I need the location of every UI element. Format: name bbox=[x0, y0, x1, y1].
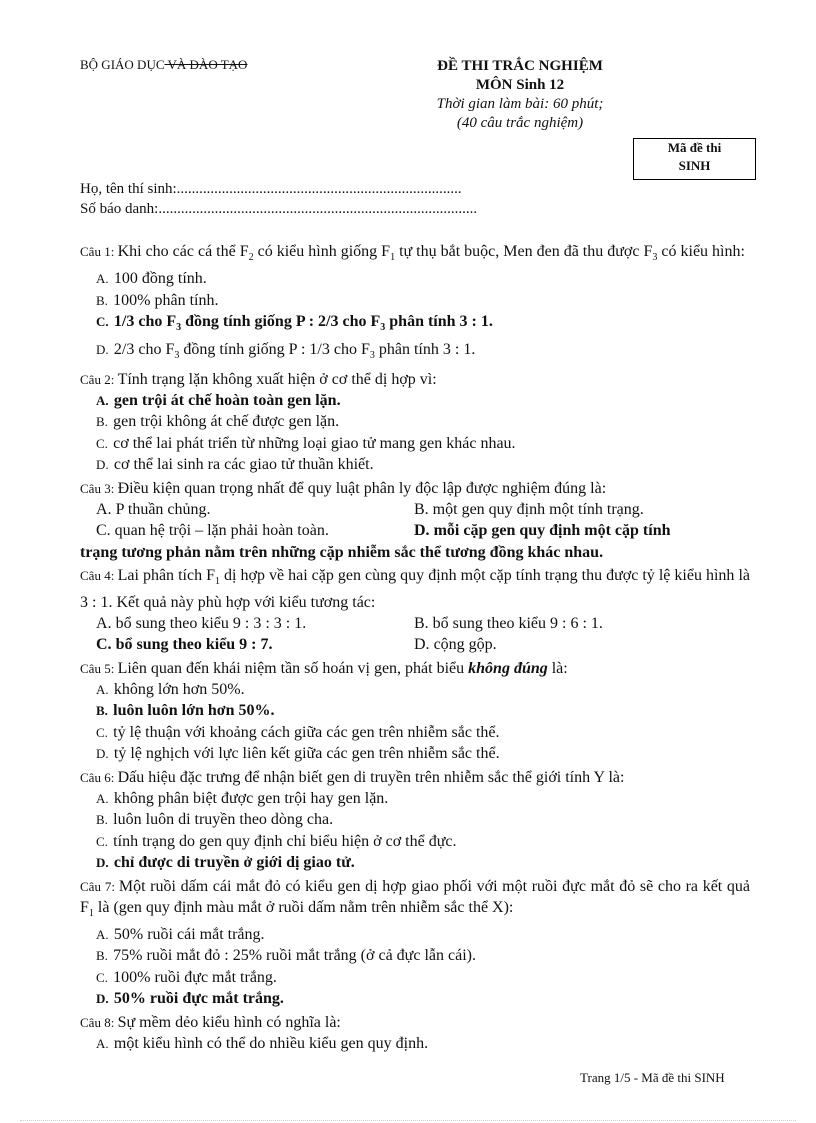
option-text: cơ thể lai phát triển từ những loại giao tử mang gen khác nhau. bbox=[113, 434, 516, 452]
question-4 bbox=[80, 565, 750, 656]
question-text: Một ruồi dấm cái mắt đỏ có kiểu gen dị hợp giao phối với một ruồi đực mắt đỏ sẽ cho ra kết quả $F_1$ là (gen quy định màu mắt ở ruồi dấm nằm trên nhiễm sắc thể X): bbox=[80, 877, 750, 919]
option-text: 2/3 cho $F_3$ đồng tính giống P : 1/3 cho $F_3$ phân tính 3 : 1. bbox=[113, 340, 476, 362]
option-label: B. bbox=[414, 500, 433, 518]
option-label: A. bbox=[96, 790, 112, 806]
page-footer: Trang 1/5 - Mã đề thi SINH bbox=[580, 1070, 725, 1085]
question-text: Sự mềm dẻo kiểu hình có nghĩa là: bbox=[117, 1013, 341, 1031]
option-label: A. bbox=[96, 681, 112, 697]
option-label: B. bbox=[96, 812, 112, 828]
option-text: bổ sung theo kiểu 9 : 6 : 1. bbox=[432, 614, 603, 632]
option-text: 100% phân tính. bbox=[113, 291, 219, 309]
answer-option-b[interactable] bbox=[80, 290, 750, 312]
option-label: A. bbox=[96, 614, 116, 632]
answer-option-b[interactable] bbox=[80, 411, 750, 433]
answer-option-a[interactable] bbox=[96, 613, 414, 635]
option-text: mỗi cặp gen quy định một cặp tính bbox=[433, 522, 671, 540]
answer-option-c[interactable] bbox=[96, 520, 414, 542]
answer-row bbox=[80, 520, 750, 542]
option-text: bổ sung theo kiểu 9 : 3 : 3 : 1. bbox=[115, 614, 307, 632]
question-number: Câu 7: bbox=[80, 878, 119, 894]
option-text: chỉ được di truyền ở giới dị giao tử. bbox=[113, 854, 355, 872]
question-8 bbox=[80, 1012, 750, 1055]
question-number: Câu 5: bbox=[80, 660, 118, 676]
option-label: C. bbox=[96, 636, 116, 654]
question-stem bbox=[80, 565, 750, 613]
option-label: B. bbox=[96, 703, 112, 719]
question-stem bbox=[80, 1012, 750, 1033]
question-stem bbox=[80, 767, 750, 788]
answer-option-a[interactable] bbox=[80, 924, 750, 946]
option-text: 100% ruồi đực mắt trắng. bbox=[113, 968, 277, 986]
question-number: Câu 2: bbox=[80, 371, 118, 387]
question-number: Câu 1: bbox=[80, 244, 118, 259]
exam-code-box bbox=[633, 138, 756, 180]
student-name-line: Họ, tên thí sinh:............................................................................ bbox=[80, 181, 462, 197]
ministry-name-prefix: BỘ GIÁO DỤC bbox=[80, 57, 165, 72]
question-stem bbox=[80, 369, 750, 390]
option-text: bổ sung theo kiểu 9 : 7. bbox=[115, 636, 273, 654]
question-text-emphasis: không đúng bbox=[468, 659, 548, 677]
question-text: Tính trạng lặn không xuất hiện ở cơ thể dị hợp vì: bbox=[117, 370, 437, 388]
answer-option-d[interactable] bbox=[80, 743, 750, 765]
question-2 bbox=[80, 369, 750, 476]
option-label: A. bbox=[96, 271, 112, 287]
ministry-name bbox=[80, 57, 247, 73]
question-text: là: bbox=[547, 659, 568, 677]
option-text: không lớn hơn 50%. bbox=[113, 680, 245, 698]
answer-option-d[interactable] bbox=[80, 852, 750, 874]
option-text: 75% ruồi mắt đỏ : 25% ruồi mắt trắng (ở cả đực lẫn cái). bbox=[113, 947, 476, 965]
question-text: Điều kiện quan trọng nhất để quy luật phân ly độc lập được nghiệm đúng là: bbox=[117, 479, 607, 497]
option-text: cơ thể lai sinh ra các giao tử thuần khiết. bbox=[113, 456, 374, 474]
option-text: một kiểu hình có thể do nhiều kiểu gen quy định. bbox=[113, 1034, 429, 1052]
question-6 bbox=[80, 767, 750, 874]
option-label: A. bbox=[96, 1035, 112, 1051]
ministry-name-struck: VÀ ĐÀO TẠO bbox=[164, 57, 248, 72]
answer-option-d[interactable] bbox=[80, 454, 750, 476]
option-text: luôn luôn di truyền theo dòng cha. bbox=[113, 811, 334, 829]
answer-option-a[interactable] bbox=[96, 499, 414, 521]
option-label: B. bbox=[414, 614, 433, 632]
answer-option-c[interactable] bbox=[80, 831, 750, 853]
student-id-line: Số báo danh:..................................................................................... bbox=[80, 201, 478, 217]
option-label: C. bbox=[96, 969, 112, 985]
exam-code-label: Mã đề thi bbox=[667, 140, 722, 155]
option-label: A. bbox=[96, 926, 112, 942]
answer-row bbox=[80, 634, 750, 656]
option-label: C. bbox=[96, 833, 112, 849]
option-label: D. bbox=[414, 522, 434, 540]
answer-option-c[interactable] bbox=[80, 311, 750, 339]
option-label: A. bbox=[96, 392, 112, 408]
option-label: B. bbox=[96, 414, 112, 430]
option-label: C. bbox=[96, 435, 112, 451]
answer-option-b[interactable] bbox=[414, 499, 750, 521]
answer-option-d-continued[interactable]: trạng tương phản nằm trên những cặp nhiễm sắc thể tương đồng khác nhau. bbox=[80, 543, 604, 561]
answer-option-c[interactable] bbox=[80, 967, 750, 989]
option-label: D. bbox=[96, 341, 112, 357]
question-7 bbox=[80, 876, 750, 1010]
option-text: 1/3 cho $F_3$ đồng tính giống P : 2/3 cho $F_3$ phân tính 3 : 1. bbox=[113, 313, 493, 334]
answer-option-c[interactable] bbox=[80, 722, 750, 744]
question-stem bbox=[80, 241, 750, 268]
answer-option-b[interactable] bbox=[80, 945, 750, 967]
option-label: B. bbox=[96, 948, 112, 964]
answer-option-d[interactable] bbox=[80, 339, 750, 367]
option-text: tính trạng do gen quy định chỉ biểu hiện ở cơ thể đực. bbox=[113, 832, 457, 850]
option-label: D. bbox=[414, 636, 434, 654]
question-number: Câu 4: bbox=[80, 567, 118, 583]
answer-option-b[interactable] bbox=[80, 700, 750, 722]
answer-option-c[interactable] bbox=[96, 634, 414, 656]
exam-question-count: (40 câu trắc nghiệm) bbox=[456, 115, 584, 131]
option-text: không phân biệt được gen trội hay gen lặn. bbox=[113, 789, 389, 807]
answer-option-d[interactable] bbox=[414, 520, 750, 542]
option-label: B. bbox=[96, 292, 112, 308]
answer-option-b[interactable] bbox=[414, 613, 750, 635]
question-text: Khi cho các cá thể $F_2$ có kiểu hình giống $F_1$ tự thụ bắt buộc, Men đen đã thu được $F_3$ có kiểu hình: bbox=[117, 243, 745, 264]
question-5 bbox=[80, 658, 750, 765]
exam-code-value: SINH bbox=[678, 158, 711, 173]
option-text: một gen quy định một tính trạng. bbox=[432, 500, 644, 518]
option-text: luôn luôn lớn hơn 50%. bbox=[113, 702, 275, 720]
option-text: gen trội không át chế được gen lặn. bbox=[113, 413, 340, 431]
question-stem bbox=[80, 478, 750, 499]
answer-option-b[interactable] bbox=[80, 809, 750, 831]
answer-option-d[interactable] bbox=[80, 988, 750, 1010]
question-number: Câu 6: bbox=[80, 769, 118, 785]
exam-title-block bbox=[400, 57, 640, 133]
option-text: P thuần chủng. bbox=[115, 500, 211, 518]
question-number: Câu 3: bbox=[80, 480, 118, 496]
question-1 bbox=[80, 241, 750, 367]
option-text: 50% ruồi đực mắt trắng. bbox=[113, 990, 284, 1008]
option-label: D. bbox=[96, 855, 112, 871]
answer-option-a[interactable] bbox=[80, 268, 750, 290]
question-stem bbox=[80, 876, 750, 924]
option-label: D. bbox=[96, 457, 112, 473]
question-text: Liên quan đến khái niệm tần số hoán vị gen, phát biểu bbox=[117, 659, 469, 677]
question-text: Lai phân tích $F_1$ dị hợp về hai cặp gen cùng quy định một cặp tính trạng thu được tỷ lệ kiểu hình là 3 : 1. Kết quả này phù hợp với kiểu tương tác: bbox=[80, 566, 750, 611]
answer-option-c[interactable] bbox=[80, 433, 750, 455]
answer-row bbox=[80, 499, 750, 521]
question-stem bbox=[80, 658, 750, 679]
option-label: C. bbox=[96, 522, 115, 540]
exam-title: ĐỀ THI TRẮC NGHIỆM bbox=[437, 58, 603, 74]
answer-option-d[interactable] bbox=[414, 634, 750, 656]
exam-time: Thời gian làm bài: 60 phút; bbox=[436, 96, 604, 112]
option-label: C. bbox=[96, 724, 112, 740]
question-number: Câu 8: bbox=[80, 1014, 118, 1030]
option-label: C. bbox=[96, 314, 112, 330]
answer-option-a[interactable] bbox=[80, 390, 750, 412]
page-bottom-divider bbox=[20, 1120, 796, 1121]
answer-row bbox=[80, 613, 750, 635]
option-text: quan hệ trội – lặn phải hoàn toàn. bbox=[114, 522, 329, 540]
question-text: Dấu hiệu đặc trưng để nhận biết gen di truyền trên nhiễm sắc thể giới tính Y là: bbox=[117, 768, 625, 786]
option-label: D. bbox=[96, 991, 112, 1007]
answer-option-a[interactable] bbox=[80, 788, 750, 810]
question-3 bbox=[80, 478, 750, 563]
option-text: cộng gộp. bbox=[433, 636, 497, 654]
question-list bbox=[80, 241, 750, 1054]
option-text: gen trội át chế hoàn toàn gen lặn. bbox=[113, 391, 341, 409]
answer-option-a[interactable] bbox=[80, 679, 750, 701]
option-label: D. bbox=[96, 746, 112, 762]
answer-option-a[interactable] bbox=[80, 1033, 750, 1055]
exam-subject: MÔN Sinh 12 bbox=[475, 77, 565, 93]
option-text: 100 đồng tính. bbox=[113, 270, 207, 288]
option-text: 50% ruồi cái mắt trắng. bbox=[113, 925, 265, 943]
option-text: tỷ lệ nghịch với lực liên kết giữa các gen trên nhiễm sắc thể. bbox=[113, 745, 500, 763]
option-text: tỷ lệ thuận với khoảng cách giữa các gen trên nhiễm sắc thể. bbox=[113, 723, 500, 741]
option-label: A. bbox=[96, 500, 116, 518]
